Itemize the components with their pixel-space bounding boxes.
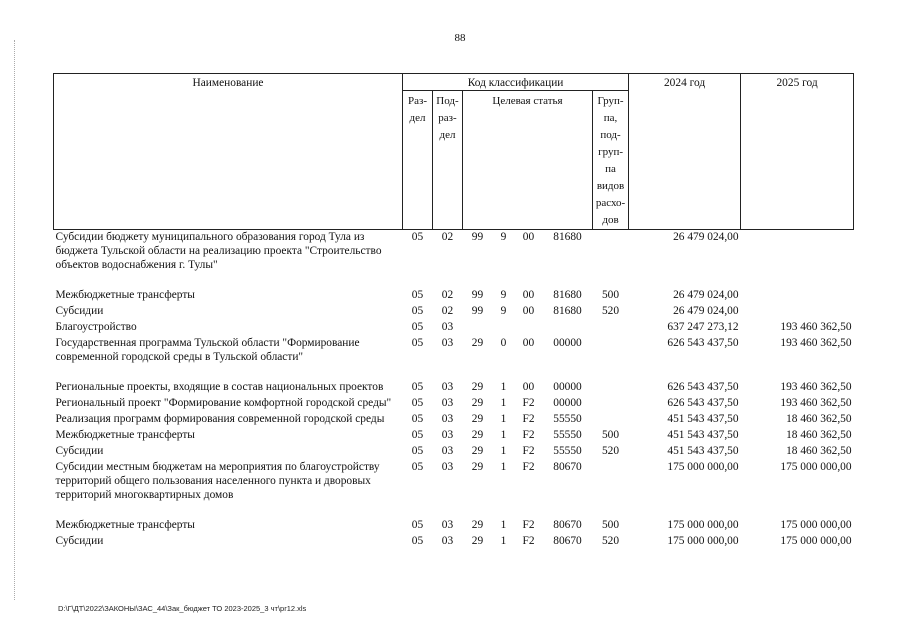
cell-razdel: 05	[411, 397, 424, 409]
cell-target-1	[463, 320, 493, 336]
row-name: Межбюджетные трансферты	[55, 289, 195, 301]
cell-podrazdel: 03	[441, 337, 454, 349]
budget-table-container	[53, 73, 853, 550]
table-row	[54, 304, 854, 320]
cell-podrazdel: 03	[441, 321, 454, 333]
cell-target-3: F2	[522, 429, 535, 441]
cell-target-3: 00	[522, 305, 535, 317]
cell-value-2025: 18 460 362,50	[786, 445, 852, 457]
cell-group	[593, 320, 629, 336]
cell-target-1: 29	[471, 535, 484, 547]
cell-target-1: 29	[471, 461, 484, 473]
cell-target-4	[543, 320, 593, 336]
budget-table	[53, 73, 854, 550]
table-row	[54, 380, 854, 396]
cell-target-1: 29	[471, 445, 484, 457]
cell-podrazdel: 03	[441, 445, 454, 457]
row-name: Субсидии	[55, 535, 104, 547]
row-name: Субсидии местным бюджетам на мероприятия по благоустройству территорий общего пользования населенного пункта и дворовых территорий многоквартирных домов	[55, 461, 380, 501]
cell-value-2025: 175 000 000,00	[780, 519, 852, 531]
cell-value-2024: 175 000 000,00	[667, 535, 739, 547]
cell-target-2: 0	[500, 337, 507, 349]
margin-guide	[14, 40, 19, 600]
cell-target-2: 1	[500, 445, 507, 457]
cell-razdel: 05	[411, 519, 424, 531]
cell-target-1: 29	[471, 337, 484, 349]
table-row	[54, 230, 854, 289]
cell-target-2	[493, 320, 515, 336]
cell-razdel: 05	[411, 289, 424, 301]
cell-podrazdel: 02	[441, 289, 454, 301]
cell-podrazdel: 02	[441, 231, 454, 243]
page-number: 88	[454, 32, 466, 44]
cell-group: 500	[601, 519, 620, 531]
table-row	[54, 534, 854, 550]
cell-razdel: 05	[411, 413, 424, 425]
cell-podrazdel: 03	[441, 519, 454, 531]
table-row	[54, 320, 854, 336]
cell-value-2025: 175 000 000,00	[780, 535, 852, 547]
cell-razdel: 05	[411, 337, 424, 349]
cell-value-2024: 626 543 437,50	[667, 381, 739, 393]
cell-group	[593, 380, 629, 396]
header-target: Целевая статья	[463, 91, 593, 230]
cell-value-2025: 18 460 362,50	[786, 429, 852, 441]
table-row	[54, 336, 854, 380]
cell-value-2024: 175 000 000,00	[667, 461, 739, 473]
cell-target-4: 55550	[553, 429, 582, 441]
row-name: Межбюджетные трансферты	[55, 429, 195, 441]
table-row	[54, 460, 854, 518]
cell-target-3: 00	[522, 381, 535, 393]
row-name: Субсидии	[55, 305, 104, 317]
cell-group: 520	[601, 535, 620, 547]
row-name: Государственная программа Тульской области "Формирование современной городской среды в Тульской области"	[55, 337, 360, 363]
cell-target-1: 29	[471, 429, 484, 441]
cell-target-4: 81680	[553, 231, 582, 243]
cell-target-3: F2	[522, 461, 535, 473]
cell-value-2025: 193 460 362,50	[780, 397, 852, 409]
cell-razdel: 05	[411, 429, 424, 441]
table-body	[54, 230, 854, 551]
cell-razdel: 05	[411, 535, 424, 547]
cell-value-2025: 193 460 362,50	[780, 381, 852, 393]
cell-value-2024: 451 543 437,50	[667, 445, 739, 457]
cell-group	[593, 396, 629, 412]
cell-value-2024: 175 000 000,00	[667, 519, 739, 531]
cell-target-2: 1	[500, 381, 507, 393]
table-row	[54, 396, 854, 412]
row-name: Межбюджетные трансферты	[55, 519, 195, 531]
cell-target-2: 1	[500, 461, 507, 473]
cell-value-2025: 175 000 000,00	[780, 461, 852, 473]
cell-target-3	[515, 320, 543, 336]
header-podrazdel: Под-раз-дел	[433, 91, 463, 230]
cell-podrazdel: 02	[441, 305, 454, 317]
header-code: Код классификации	[403, 74, 629, 91]
cell-group: 520	[601, 445, 620, 457]
table-row	[54, 428, 854, 444]
cell-target-4: 81680	[553, 289, 582, 301]
cell-target-4: 80670	[553, 519, 582, 531]
cell-razdel: 05	[411, 305, 424, 317]
cell-target-3: F2	[522, 535, 535, 547]
header-year-2024: 2024 год	[629, 74, 741, 230]
cell-podrazdel: 03	[441, 381, 454, 393]
cell-target-4: 55550	[553, 445, 582, 457]
cell-target-1: 99	[471, 231, 484, 243]
cell-razdel: 05	[411, 231, 424, 243]
footer-file-path: D:\Г\ДТ\2022\ЗАКОНЫ\ЗАС_44\Зак_бюджет ТО 2023-2025_3 чт\pr12.xls	[58, 604, 307, 613]
cell-target-2: 1	[500, 397, 507, 409]
cell-value-2025	[741, 230, 854, 289]
header-group: Груп-па, под-груп-па видов расхо-дов	[593, 91, 629, 230]
cell-podrazdel: 03	[441, 429, 454, 441]
cell-value-2025	[741, 304, 854, 320]
cell-target-4: 00000	[553, 397, 582, 409]
cell-group	[593, 336, 629, 380]
cell-target-2: 1	[500, 413, 507, 425]
cell-value-2025	[741, 288, 854, 304]
cell-target-3: F2	[522, 397, 535, 409]
row-name: Региональный проект "Формирование комфортной городской среды"	[55, 397, 392, 409]
cell-target-2: 9	[500, 231, 507, 243]
header-razdel: Раз-дел	[403, 91, 433, 230]
cell-razdel: 05	[411, 445, 424, 457]
cell-target-3: 00	[522, 337, 535, 349]
cell-target-2: 9	[500, 305, 507, 317]
cell-group	[593, 460, 629, 518]
cell-value-2024: 26 479 024,00	[673, 231, 739, 243]
header-name: Наименование	[54, 74, 403, 230]
cell-target-4: 00000	[553, 381, 582, 393]
cell-target-4: 00000	[553, 337, 582, 349]
cell-target-2: 1	[500, 519, 507, 531]
cell-razdel: 05	[411, 321, 424, 333]
cell-target-3: F2	[522, 519, 535, 531]
table-row	[54, 518, 854, 534]
cell-value-2024: 637 247 273,12	[667, 321, 739, 333]
cell-target-2: 1	[500, 429, 507, 441]
row-name: Благоустройство	[55, 321, 137, 333]
row-name: Региональные проекты, входящие в состав национальных проектов	[55, 381, 384, 393]
cell-target-1: 29	[471, 397, 484, 409]
cell-target-1: 29	[471, 519, 484, 531]
cell-target-1: 99	[471, 289, 484, 301]
cell-target-4: 81680	[553, 305, 582, 317]
header-year-2025: 2025 год	[741, 74, 854, 230]
table-row	[54, 288, 854, 304]
cell-target-1: 99	[471, 305, 484, 317]
cell-target-3: F2	[522, 413, 535, 425]
cell-value-2024: 451 543 437,50	[667, 429, 739, 441]
cell-target-3: F2	[522, 445, 535, 457]
cell-target-3: 00	[522, 231, 535, 243]
cell-value-2025: 193 460 362,50	[780, 337, 852, 349]
cell-podrazdel: 03	[441, 413, 454, 425]
cell-podrazdel: 03	[441, 535, 454, 547]
cell-group: 500	[601, 289, 620, 301]
cell-razdel: 05	[411, 461, 424, 473]
row-name: Реализация программ формирования современной городской среды	[55, 413, 385, 425]
cell-target-1: 29	[471, 413, 484, 425]
cell-group: 520	[601, 305, 620, 317]
cell-target-1: 29	[471, 381, 484, 393]
table-row	[54, 412, 854, 428]
cell-razdel: 05	[411, 381, 424, 393]
cell-target-4: 80670	[553, 535, 582, 547]
cell-target-4: 55550	[553, 413, 582, 425]
cell-group: 500	[601, 429, 620, 441]
cell-podrazdel: 03	[441, 397, 454, 409]
cell-value-2025: 193 460 362,50	[780, 321, 852, 333]
row-name: Субсидии	[55, 445, 104, 457]
cell-target-2: 1	[500, 535, 507, 547]
cell-group	[593, 412, 629, 428]
cell-group	[593, 230, 629, 289]
cell-value-2024: 626 543 437,50	[667, 337, 739, 349]
cell-podrazdel: 03	[441, 461, 454, 473]
cell-target-4: 80670	[553, 461, 582, 473]
cell-value-2024: 626 543 437,50	[667, 397, 739, 409]
row-name: Субсидии бюджету муниципального образования город Тула из бюджета Тульской области на реализацию проекта "Строительство объектов водоснабжения г. Тулы"	[55, 231, 382, 271]
table-row	[54, 444, 854, 460]
cell-target-3: 00	[522, 289, 535, 301]
cell-value-2024: 26 479 024,00	[673, 289, 739, 301]
cell-value-2024: 26 479 024,00	[673, 305, 739, 317]
cell-value-2024: 451 543 437,50	[667, 413, 739, 425]
cell-value-2025: 18 460 362,50	[786, 413, 852, 425]
cell-target-2: 9	[500, 289, 507, 301]
